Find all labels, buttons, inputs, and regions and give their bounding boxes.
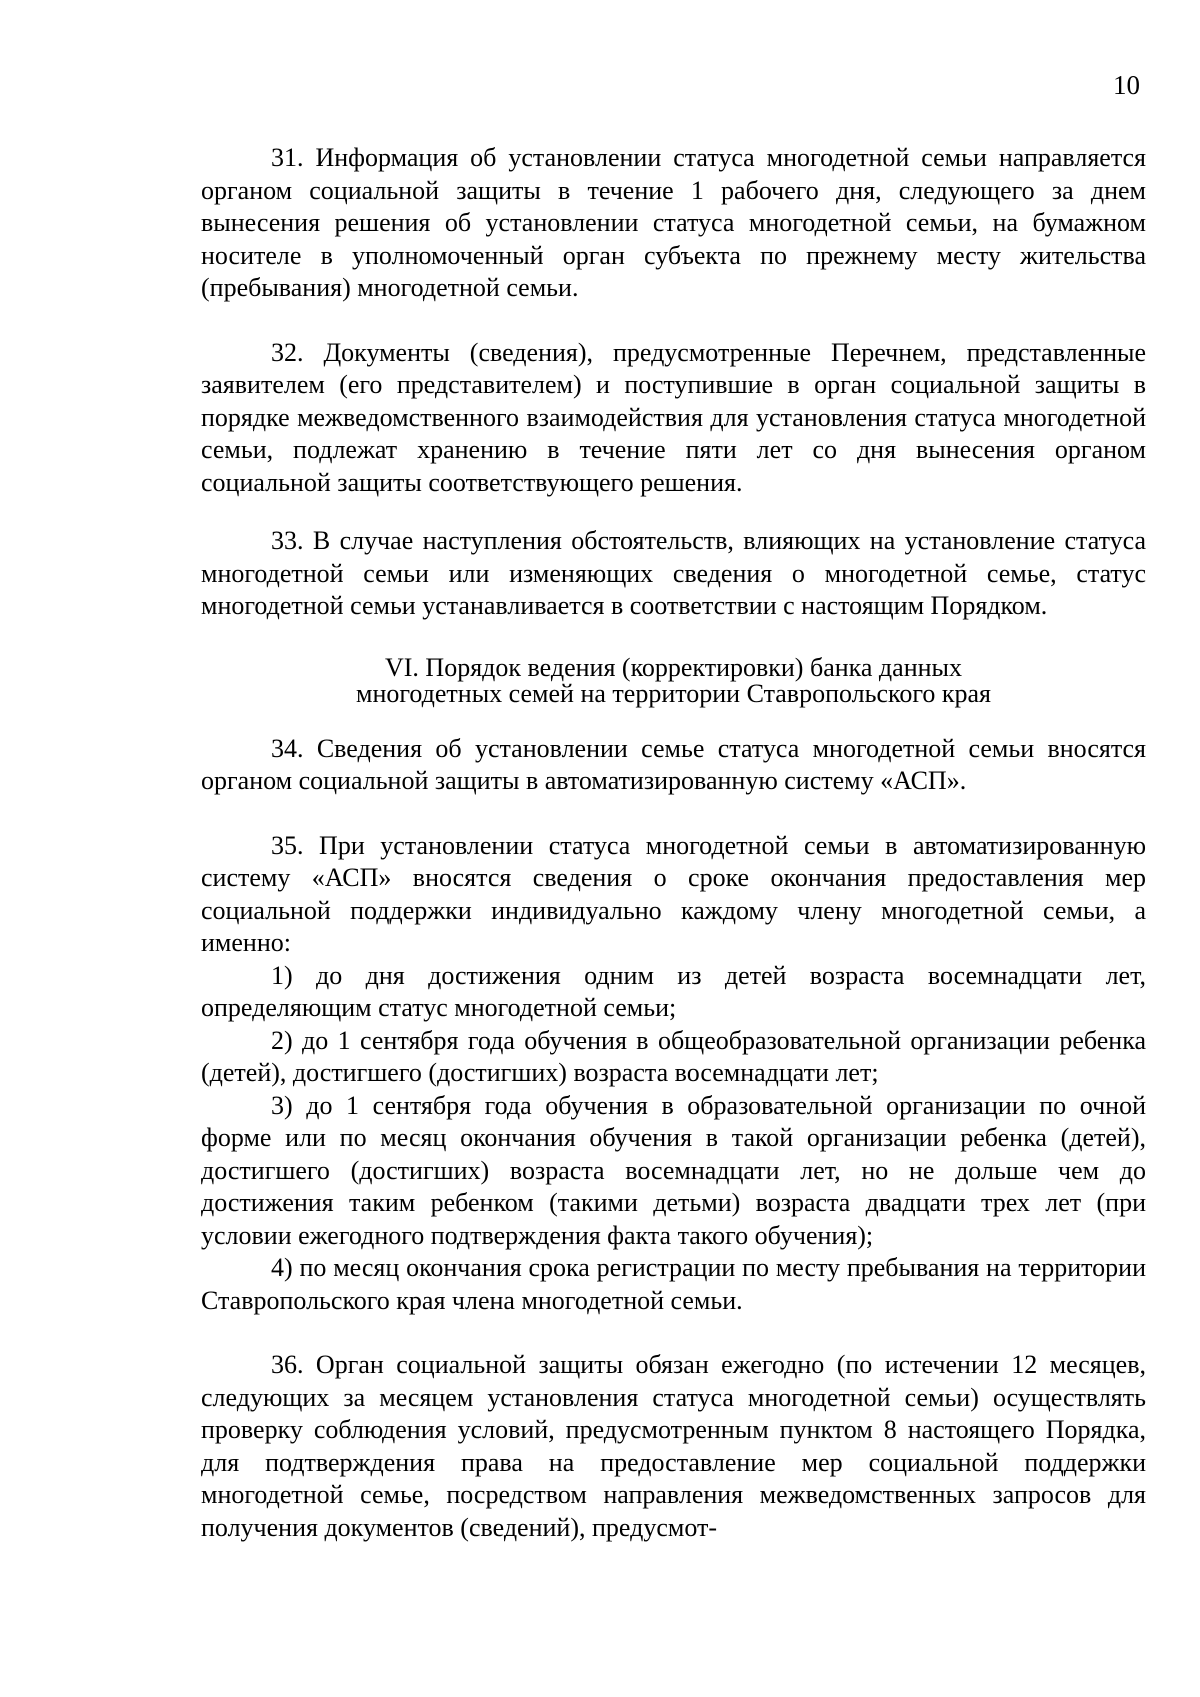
paragraph-31: 31. Информация об установлении статуса многодетной семьи направляется органом социальной защиты в течение 1 рабочего дня, следующего за днем вынесения решения об установлении статуса многодетной семьи, на бумажном носителе в уполномоченный орган субъекта по прежнему месту жительства (пребывания) многодетной семьи. <box>201 143 1146 302</box>
document-body <box>201 142 1146 1544</box>
list-item: 3) до 1 сентября года обучения в образовательной организации по очной форме или по месяц окончания обучения в такой организации ребенка (детей), достигшего (достигших) возраста восемнадцати лет, но не дольше чем до достижения таким ребенком (такими детьми) возраста двадцати трех лет (при условии ежегодного подтверждения факта такого обучения); <box>201 1090 1146 1250</box>
section-heading-line-1: VI. Порядок ведения (корректировки) банка данных <box>385 652 962 682</box>
paragraph-34: 34. Сведения об установлении семье статуса многодетной семьи вносятся органом социальной защиты в автоматизированную систему «АСП». <box>201 733 1146 795</box>
paragraph-35-list <box>201 960 1146 1318</box>
paragraph-33: 33. В случае наступления обстоятельств, влияющих на установление статуса многодетной семьи или изменяющих сведения о многодетной семье, статус многодетной семьи устанавливается в соответствии с настоящим Порядком. <box>201 526 1146 620</box>
list-item: 4) по месяц окончания срока регистрации по месту пребывания на территории Ставропольского края члена многодетной семьи. <box>201 1253 1146 1315</box>
list-item: 2) до 1 сентября года обучения в общеобразовательной организации ребенка (детей), достигшего (достигших) возраста восемнадцати лет; <box>201 1025 1146 1087</box>
section-heading-vi <box>201 652 1146 708</box>
paragraph-32: 32. Документы (сведения), предусмотренные Перечнем, представленные заявителем (его представителем) и поступившие в орган социальной защиты в порядке межведомственного взаимодействия для установления статуса многодетной семьи, подлежат хранению в течение пяти лет со дня вынесения органом социальной защиты соответствующего решения. <box>201 337 1146 497</box>
section-heading-line-2: многодетных семей на территории Ставропольского края <box>356 678 991 708</box>
list-item: 1) до дня достижения одним из детей возраста восемнадцати лет, определяющим статус многодетной семьи; <box>201 960 1146 1022</box>
page-number: 10 <box>1113 70 1140 100</box>
paragraph-35: 35. При установлении статуса многодетной семьи в автоматизированную систему «АСП» вносятся сведения о сроке окончания предоставления мер социальной поддержки индивидуально каждому члену многодетной семьи, а именно: <box>201 830 1146 957</box>
paragraph-36: 36. Орган социальной защиты обязан ежегодно (по истечении 12 месяцев, следующих за месяцем установления статуса многодетной семьи) осуществлять проверку соблюдения условий, предусмотренным пунктом 8 настоящего Порядка, для подтверждения права на предоставление мер социальной поддержки многодетной семье, посредством направления межведомственных запросов для получения документов (сведений), предусмот- <box>201 1350 1146 1542</box>
